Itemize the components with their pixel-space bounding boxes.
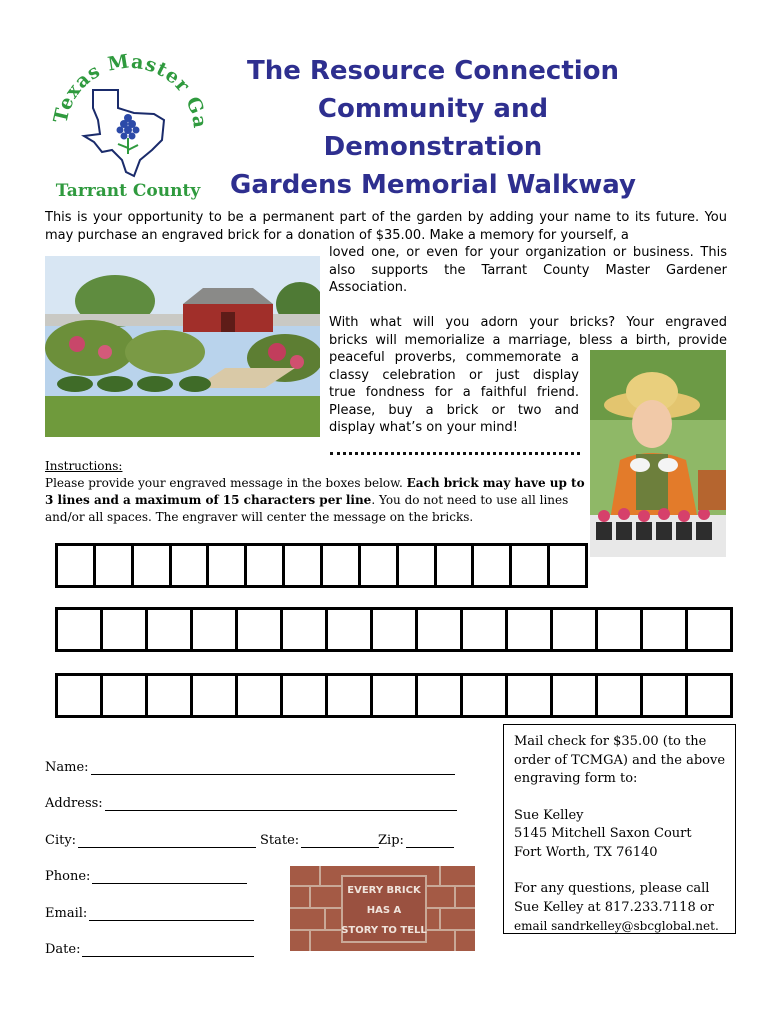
city-line[interactable] — [78, 832, 256, 848]
zip-field[interactable] — [378, 828, 454, 848]
phone-field[interactable] — [45, 864, 247, 884]
character-box[interactable] — [463, 610, 508, 649]
character-box[interactable] — [323, 546, 361, 585]
character-box[interactable] — [193, 676, 238, 715]
character-box[interactable] — [418, 610, 463, 649]
instructions-text: Please provide your engraved message in the boxes below. — [45, 476, 407, 490]
engraving-line-2 — [55, 607, 733, 652]
state-label: State: — [260, 833, 300, 848]
character-box[interactable] — [508, 610, 553, 649]
engraving-line-3 — [55, 673, 733, 718]
address-label: Address: — [45, 796, 103, 811]
character-box[interactable] — [550, 546, 585, 585]
character-box[interactable] — [134, 546, 172, 585]
adorn-line: true fondness for a faithful friend. — [329, 385, 579, 400]
character-box[interactable] — [418, 676, 463, 715]
title-line-3: Gardens Memorial Walkway — [230, 170, 636, 200]
brick-photo — [290, 866, 475, 951]
character-box[interactable] — [373, 676, 418, 715]
address-line[interactable] — [105, 795, 457, 811]
character-box[interactable] — [103, 676, 148, 715]
date-line[interactable] — [82, 941, 254, 957]
character-box[interactable] — [508, 676, 553, 715]
title-line-2: Community and Demonstration — [317, 94, 549, 162]
gardener-photo — [590, 350, 726, 557]
character-box[interactable] — [463, 676, 508, 715]
mail-street: 5145 Mitchell Saxon Court — [514, 826, 692, 841]
character-box[interactable] — [96, 546, 134, 585]
name-field[interactable] — [45, 755, 455, 775]
character-box[interactable] — [148, 676, 193, 715]
address-field[interactable] — [45, 791, 457, 811]
character-box[interactable] — [373, 610, 418, 649]
zip-line[interactable] — [406, 832, 454, 848]
character-box[interactable] — [148, 610, 193, 649]
mail-line-2: order of TCMGA) and the above — [514, 752, 726, 768]
character-box[interactable] — [285, 546, 323, 585]
character-box[interactable] — [247, 546, 285, 585]
character-box[interactable] — [399, 546, 437, 585]
character-box[interactable] — [643, 610, 688, 649]
character-box[interactable] — [598, 676, 643, 715]
instructions — [45, 458, 585, 526]
brick-text-3: STORY TO TELL — [341, 925, 427, 936]
garden-photo — [45, 256, 320, 437]
date-label: Date: — [45, 942, 81, 957]
mail-line-3: engraving form to: — [514, 771, 638, 786]
email-line[interactable] — [89, 905, 254, 921]
brick-text-2: HAS A — [366, 905, 402, 916]
instructions-text-2: . You do not need to use all lines and/or all spaces. The engraver will center the message on the bricks. — [45, 493, 569, 524]
character-box[interactable] — [553, 676, 598, 715]
page-title — [218, 52, 648, 204]
title-line-1: The Resource Connection — [246, 56, 620, 86]
state-line[interactable] — [301, 832, 379, 848]
texas-master-gardener-logo — [48, 50, 208, 200]
character-box[interactable] — [103, 610, 148, 649]
brick-text-1: EVERY BRICK — [347, 885, 421, 896]
name-label: Name: — [45, 760, 89, 775]
email-label: Email: — [45, 906, 88, 921]
logo-county: Tarrant County — [55, 181, 201, 200]
mail-info-box — [503, 724, 736, 934]
questions-line-2: Sue Kelley at 817.233.7118 or — [514, 899, 714, 915]
character-box[interactable] — [283, 676, 328, 715]
instructions-bold: Each brick may have up to 3 lines and a maximum of 15 characters per line — [45, 476, 585, 507]
character-box[interactable] — [58, 676, 103, 715]
email-field[interactable] — [45, 901, 254, 921]
mail-city: Fort Worth, TX 76140 — [514, 844, 658, 860]
dotted-divider — [330, 452, 580, 455]
adorn-line: peaceful proverbs, commemorate a — [329, 350, 579, 365]
character-box[interactable] — [688, 610, 730, 649]
adorn-line: classy celebration or just display — [329, 367, 579, 383]
phone-label: Phone: — [45, 869, 91, 884]
state-field[interactable] — [260, 828, 379, 848]
character-box[interactable] — [553, 610, 598, 649]
zip-label: Zip: — [378, 833, 404, 848]
mail-line-1: Mail check for $35.00 (to the — [514, 734, 707, 749]
logo-arc-text: Texas Master G — [49, 50, 208, 126]
character-box[interactable] — [238, 610, 283, 649]
character-box[interactable] — [238, 676, 283, 715]
character-box[interactable] — [328, 676, 373, 715]
loved-one-paragraph: loved one, or even for your organization or business. This also supports the Tarrant County Master Gardener Association. — [329, 245, 727, 295]
character-box[interactable] — [328, 610, 373, 649]
character-box[interactable] — [598, 610, 643, 649]
character-box[interactable] — [172, 546, 210, 585]
questions-email[interactable]: email sandrkelley@sbcglobal.net. — [514, 919, 719, 933]
character-box[interactable] — [283, 610, 328, 649]
character-box[interactable] — [361, 546, 399, 585]
character-box[interactable] — [58, 610, 103, 649]
questions-line-1: For any questions, please call — [514, 881, 710, 896]
character-box[interactable] — [474, 546, 512, 585]
date-field[interactable] — [45, 937, 254, 957]
adorn-line: With what will you adorn your bricks? Your engraved — [329, 315, 727, 330]
character-box[interactable] — [58, 546, 96, 585]
character-box[interactable] — [643, 676, 688, 715]
name-line[interactable] — [91, 759, 455, 775]
intro-paragraph: This is your opportunity to be a permanent part of the garden by adding your name to its future. You may purchase an engraved brick for a donation of $35.00. Make a memory for yourself, a — [45, 210, 727, 243]
city-field[interactable] — [45, 828, 256, 848]
engraving-line-1 — [55, 543, 588, 588]
character-box[interactable] — [688, 676, 730, 715]
instructions-heading: Instructions: — [45, 459, 123, 473]
character-box[interactable] — [193, 610, 238, 649]
character-box[interactable] — [437, 546, 475, 585]
character-box[interactable] — [209, 546, 247, 585]
adorn-line: display what’s on your mind! — [329, 420, 518, 435]
city-label: City: — [45, 833, 77, 848]
adorn-line: bricks will memorialize a marriage, bless a birth, provide — [329, 332, 727, 348]
phone-line[interactable] — [92, 868, 247, 884]
mail-recipient: Sue Kelley — [514, 807, 584, 823]
adorn-line: Please, buy a brick or two and — [329, 402, 579, 418]
character-box[interactable] — [512, 546, 550, 585]
